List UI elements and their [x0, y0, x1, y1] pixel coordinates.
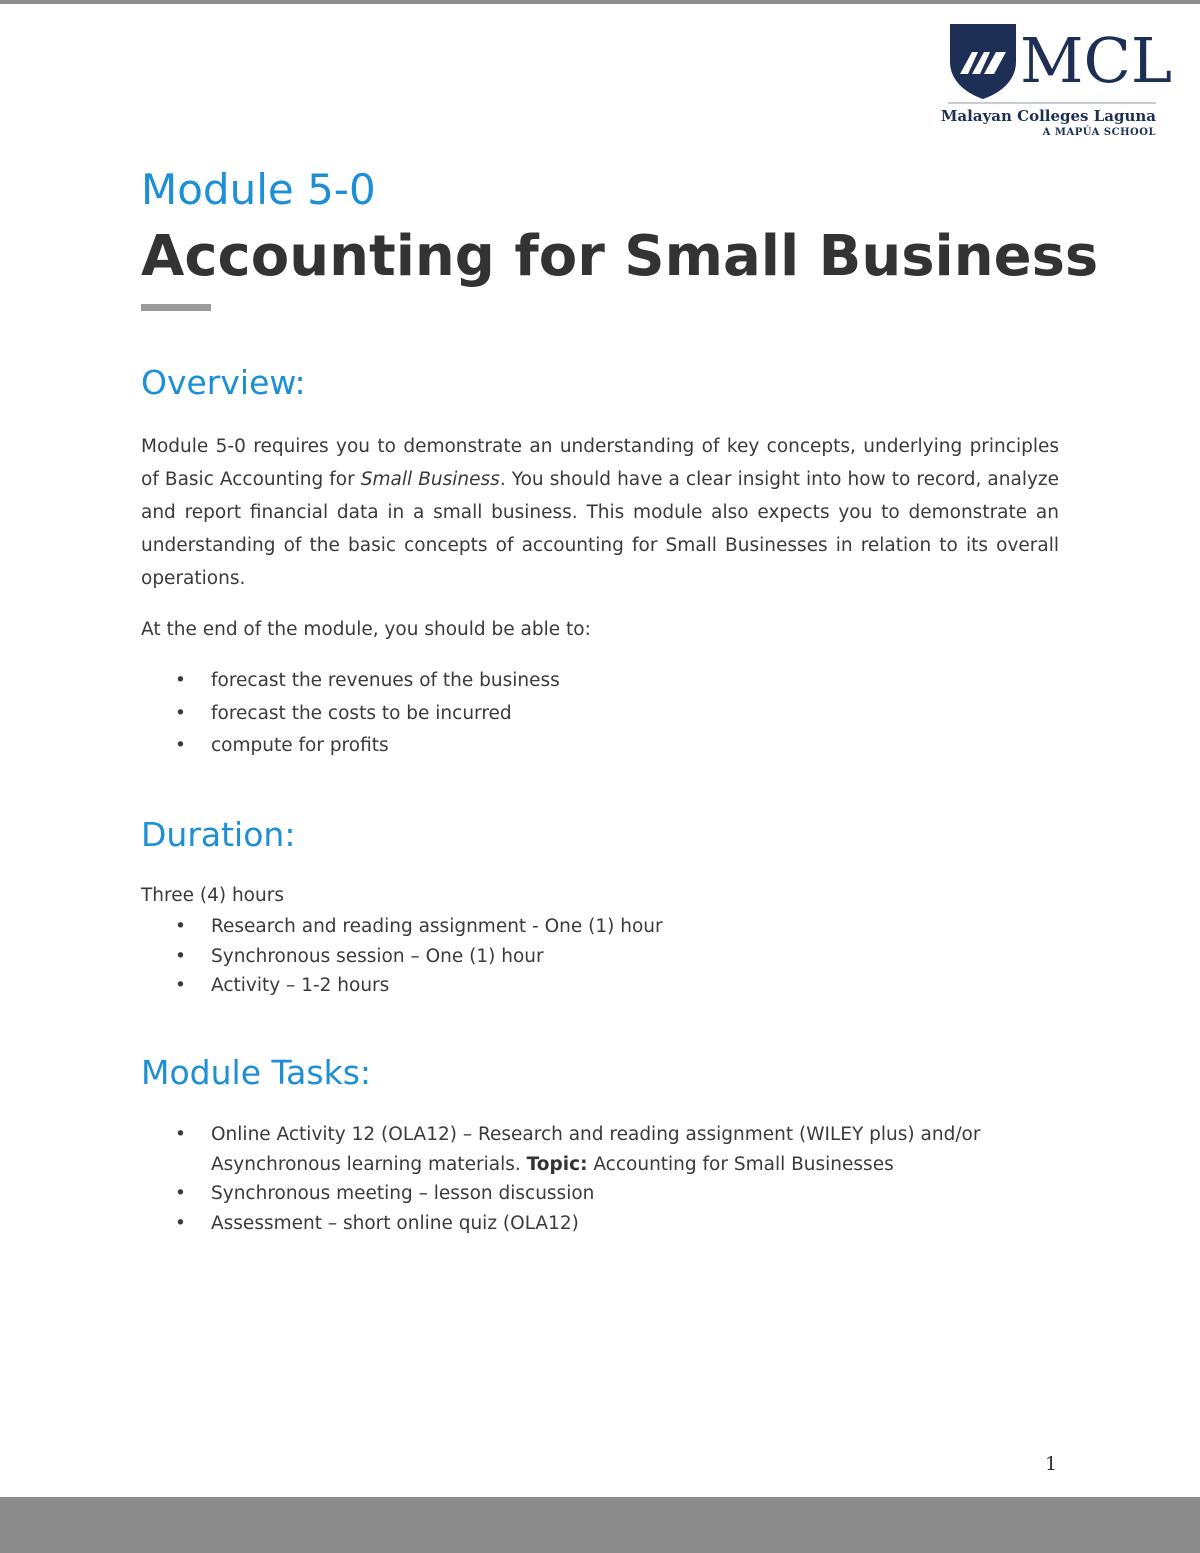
objectives-intro: At the end of the module, you should be able to:: [141, 619, 591, 640]
topic-value: Accounting for Small Businesses: [587, 1153, 894, 1175]
topic-label: Topic:: [526, 1153, 588, 1175]
tasks-list: [141, 1120, 1059, 1238]
top-border: [0, 0, 1200, 4]
logo-mark-text: MCL: [1020, 24, 1173, 97]
page-number: 1: [1045, 1453, 1058, 1475]
list-item: • Synchronous session – One (1) hour: [141, 942, 1059, 972]
mcl-logo: [940, 22, 1173, 142]
list-item: • Assessment – short online quiz (OLA12): [141, 1209, 1059, 1239]
list-item: • forecast the costs to be incurred: [141, 698, 1059, 731]
logo-subtitle: A MAPÚA SCHOOL: [1042, 127, 1156, 138]
overview-text-end: . You should have a clear insight into how to record, analyze and report financial data in a small business. This module also expects you to demonstrate an understanding of the basic concepts of accounting for Small Businesses in relation to its overall operations.: [141, 469, 1060, 589]
overview-heading: Overview:: [141, 363, 306, 402]
mcl-shield-icon: [948, 22, 1018, 100]
objectives-list: [141, 665, 1059, 763]
duration-total: Three (4) hours: [141, 885, 284, 906]
module-label: Module 5-0: [141, 165, 376, 214]
bottom-bar: [0, 1497, 1200, 1553]
title-underline: [141, 304, 211, 311]
page-title: Accounting for Small Business: [141, 224, 1099, 289]
tasks-heading: Module Tasks:: [141, 1053, 372, 1092]
task-1-line-1: Online Activity 12 (OLA12) – Research and reading assignment (WILEY plus) and/or: [211, 1124, 981, 1145]
list-item: • Research and reading assignment - One (1) hour: [141, 912, 1059, 942]
logo-divider: [948, 102, 1156, 104]
list-item: [141, 1120, 1059, 1179]
list-item: • Activity – 1-2 hours: [141, 971, 1059, 1001]
list-item: • forecast the revenues of the business: [141, 665, 1059, 698]
overview-paragraph: [141, 430, 1059, 595]
duration-heading: Duration:: [141, 815, 296, 854]
logo-school-name: Malayan Colleges Laguna: [940, 107, 1156, 125]
duration-list: [141, 912, 1059, 1001]
task-1-line-2: Asynchronous learning materials.: [211, 1153, 527, 1175]
list-item: • compute for profits: [141, 730, 1059, 763]
overview-text-italic: Small Business: [360, 469, 500, 490]
overview-text-start: Module 5-0 requires you to demonstrate an understanding of key concepts, underlying principles of Basic Accounting for: [141, 436, 1059, 490]
list-item: • Synchronous meeting – lesson discussion: [141, 1179, 1059, 1209]
